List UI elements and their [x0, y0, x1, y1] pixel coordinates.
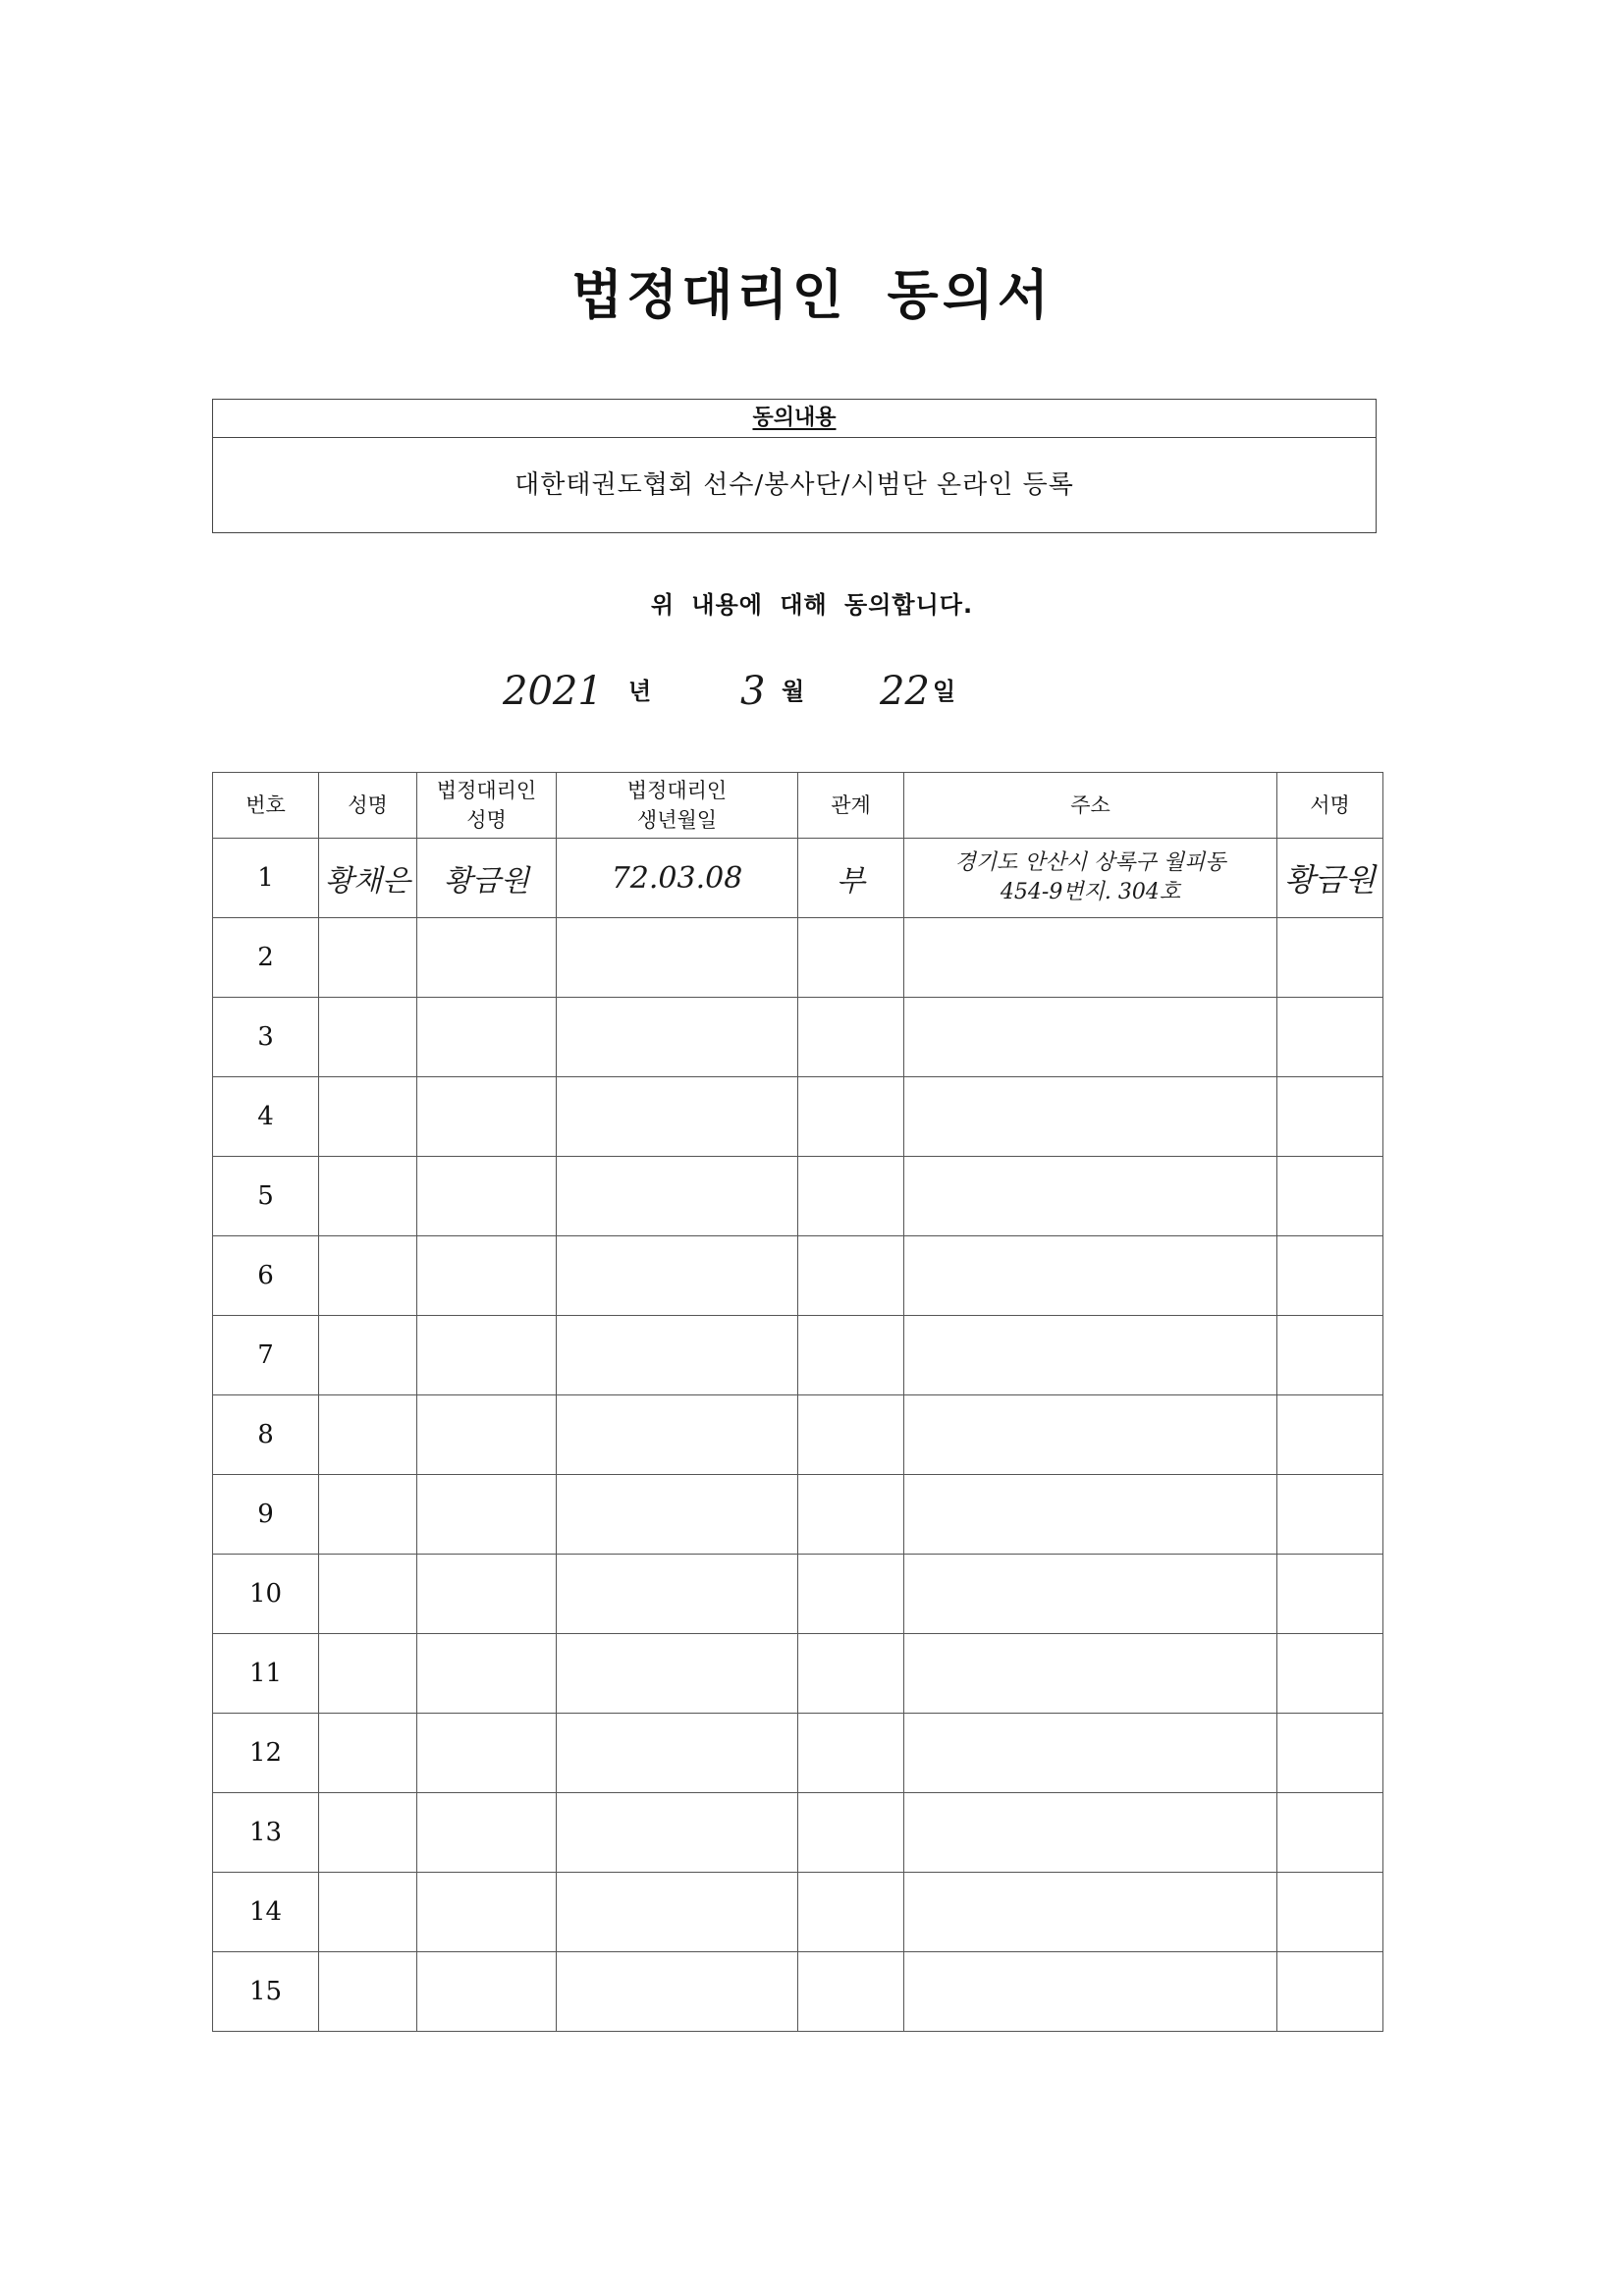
row-guardian-birth: 72.03.08 — [611, 860, 743, 896]
row-relation-cell — [798, 839, 904, 918]
empty-cell — [1277, 1873, 1383, 1952]
empty-cell — [417, 1157, 557, 1236]
row-number: 8 — [213, 1395, 319, 1475]
empty-cell — [798, 1236, 904, 1316]
empty-cell — [557, 1077, 798, 1157]
row-number: 6 — [213, 1236, 319, 1316]
header-guardian-name — [417, 773, 557, 839]
empty-cell — [557, 1634, 798, 1714]
row-number: 5 — [213, 1157, 319, 1236]
table-row — [213, 1952, 1383, 2032]
header-signature: 서명 — [1277, 773, 1383, 839]
table-row — [213, 1475, 1383, 1555]
empty-cell — [1277, 1395, 1383, 1475]
empty-cell — [1277, 918, 1383, 998]
header-guardian-name-line2: 성명 — [466, 808, 507, 832]
table-row — [213, 918, 1383, 998]
date-day: 22 — [880, 669, 930, 714]
document-title: 법정대리인 동의서 — [570, 264, 1054, 326]
empty-cell — [798, 1793, 904, 1873]
row-guardian-name: 황금원 — [444, 864, 529, 899]
empty-cell — [417, 1952, 557, 2032]
empty-cell — [904, 1555, 1277, 1634]
table-row — [213, 1236, 1383, 1316]
row-number: 11 — [213, 1634, 319, 1714]
empty-cell — [319, 1555, 417, 1634]
date-month-unit: 월 — [782, 678, 805, 705]
header-guardian-birth — [557, 773, 798, 839]
header-address: 주소 — [904, 773, 1277, 839]
table-row — [213, 1873, 1383, 1952]
empty-cell — [319, 1793, 417, 1873]
empty-cell — [1277, 1316, 1383, 1395]
empty-cell — [798, 1157, 904, 1236]
empty-cell — [798, 1634, 904, 1714]
empty-cell — [417, 1236, 557, 1316]
empty-cell — [904, 1316, 1277, 1395]
empty-cell — [417, 1793, 557, 1873]
empty-cell — [417, 1555, 557, 1634]
empty-cell — [1277, 1077, 1383, 1157]
table-row — [213, 1316, 1383, 1395]
header-name: 성명 — [319, 773, 417, 839]
empty-cell — [557, 1475, 798, 1555]
date-year-unit: 년 — [628, 678, 652, 705]
empty-cell — [904, 1873, 1277, 1952]
row-address-line2: 454-9번지. 304호 — [1000, 880, 1181, 904]
empty-cell — [904, 1077, 1277, 1157]
empty-cell — [904, 918, 1277, 998]
empty-cell — [904, 1634, 1277, 1714]
empty-cell — [417, 1475, 557, 1555]
row-address-cell — [904, 839, 1277, 918]
table-row — [213, 1714, 1383, 1793]
empty-cell — [417, 918, 557, 998]
empty-cell — [319, 1714, 417, 1793]
empty-cell — [904, 1395, 1277, 1475]
empty-cell — [417, 1077, 557, 1157]
row-birth-cell — [557, 839, 798, 918]
empty-cell — [904, 1236, 1277, 1316]
empty-cell — [557, 1714, 798, 1793]
consent-header-label: 동의내용 — [752, 406, 837, 430]
empty-cell — [904, 1475, 1277, 1555]
empty-cell — [904, 1952, 1277, 2032]
consent-body: 대한태권도협회 선수/봉사단/시범단 온라인 등록 — [514, 470, 1074, 500]
row-number: 1 — [213, 839, 319, 918]
empty-cell — [557, 1157, 798, 1236]
empty-cell — [319, 1236, 417, 1316]
row-signature-cell — [1277, 839, 1383, 918]
empty-cell — [904, 1714, 1277, 1793]
row-number: 10 — [213, 1555, 319, 1634]
empty-cell — [1277, 1157, 1383, 1236]
signature: 황금원 — [1284, 861, 1376, 899]
empty-cell — [557, 1236, 798, 1316]
table-row — [213, 1157, 1383, 1236]
empty-cell — [1277, 1475, 1383, 1555]
empty-cell — [904, 1157, 1277, 1236]
empty-cell — [417, 1873, 557, 1952]
empty-cell — [557, 1395, 798, 1475]
empty-cell — [798, 1555, 904, 1634]
empty-cell — [798, 1714, 904, 1793]
date-month: 3 — [740, 669, 766, 714]
empty-cell — [798, 1475, 904, 1555]
empty-cell — [417, 1714, 557, 1793]
empty-cell — [557, 1555, 798, 1634]
row-number: 12 — [213, 1714, 319, 1793]
table-row — [213, 1634, 1383, 1714]
empty-cell — [319, 1157, 417, 1236]
empty-cell — [319, 1634, 417, 1714]
row-guardian-cell — [417, 839, 557, 918]
row-number: 13 — [213, 1793, 319, 1873]
row-number: 4 — [213, 1077, 319, 1157]
row-relation: 부 — [837, 864, 865, 899]
empty-cell — [1277, 1634, 1383, 1714]
empty-cell — [904, 998, 1277, 1077]
empty-cell — [904, 1793, 1277, 1873]
empty-cell — [417, 1395, 557, 1475]
empty-cell — [798, 1395, 904, 1475]
row-number: 7 — [213, 1316, 319, 1395]
empty-cell — [319, 998, 417, 1077]
row-number: 15 — [213, 1952, 319, 2032]
empty-cell — [557, 1952, 798, 2032]
header-guardian-birth-line2: 생년월일 — [636, 808, 718, 832]
empty-cell — [798, 1873, 904, 1952]
date-day-unit: 일 — [933, 678, 956, 705]
empty-cell — [417, 1634, 557, 1714]
empty-cell — [1277, 1714, 1383, 1793]
header-guardian-birth-line1: 법정대리인 — [626, 779, 728, 802]
table-row — [213, 1555, 1383, 1634]
consent-header — [213, 400, 1376, 438]
empty-cell — [1277, 1236, 1383, 1316]
table-header-row — [213, 773, 1383, 839]
empty-cell — [798, 918, 904, 998]
empty-cell — [319, 1395, 417, 1475]
empty-cell — [319, 1316, 417, 1395]
empty-cell — [417, 998, 557, 1077]
header-no: 번호 — [213, 773, 319, 839]
empty-cell — [1277, 1555, 1383, 1634]
row-number: 9 — [213, 1475, 319, 1555]
empty-cell — [798, 1077, 904, 1157]
guardian-roster-table — [212, 772, 1383, 2032]
row-name: 황채은 — [325, 864, 410, 899]
empty-cell — [798, 998, 904, 1077]
empty-cell — [798, 1952, 904, 2032]
table-row — [213, 839, 1383, 918]
row-number: 2 — [213, 918, 319, 998]
empty-cell — [319, 1873, 417, 1952]
empty-cell — [319, 918, 417, 998]
row-name-cell — [319, 839, 417, 918]
table-row — [213, 1395, 1383, 1475]
empty-cell — [319, 1952, 417, 2032]
empty-cell — [319, 1475, 417, 1555]
header-guardian-name-line1: 법정대리인 — [436, 779, 537, 802]
empty-cell — [557, 1873, 798, 1952]
empty-cell — [417, 1316, 557, 1395]
empty-cell — [557, 1793, 798, 1873]
date-year: 2021 — [503, 669, 603, 714]
table-row — [213, 998, 1383, 1077]
empty-cell — [1277, 998, 1383, 1077]
header-relation: 관계 — [798, 773, 904, 839]
consent-box — [212, 399, 1377, 533]
empty-cell — [1277, 1952, 1383, 2032]
row-address-line1: 경기도 안산시 상록구 월피동 — [954, 850, 1226, 875]
agreement-statement: 위 내용에 대해 동의합니다. — [650, 591, 974, 619]
table-row — [213, 1077, 1383, 1157]
row-number: 3 — [213, 998, 319, 1077]
row-number: 14 — [213, 1873, 319, 1952]
empty-cell — [557, 998, 798, 1077]
empty-cell — [798, 1316, 904, 1395]
empty-cell — [1277, 1793, 1383, 1873]
empty-cell — [557, 1316, 798, 1395]
empty-cell — [319, 1077, 417, 1157]
table-row — [213, 1793, 1383, 1873]
empty-cell — [557, 918, 798, 998]
